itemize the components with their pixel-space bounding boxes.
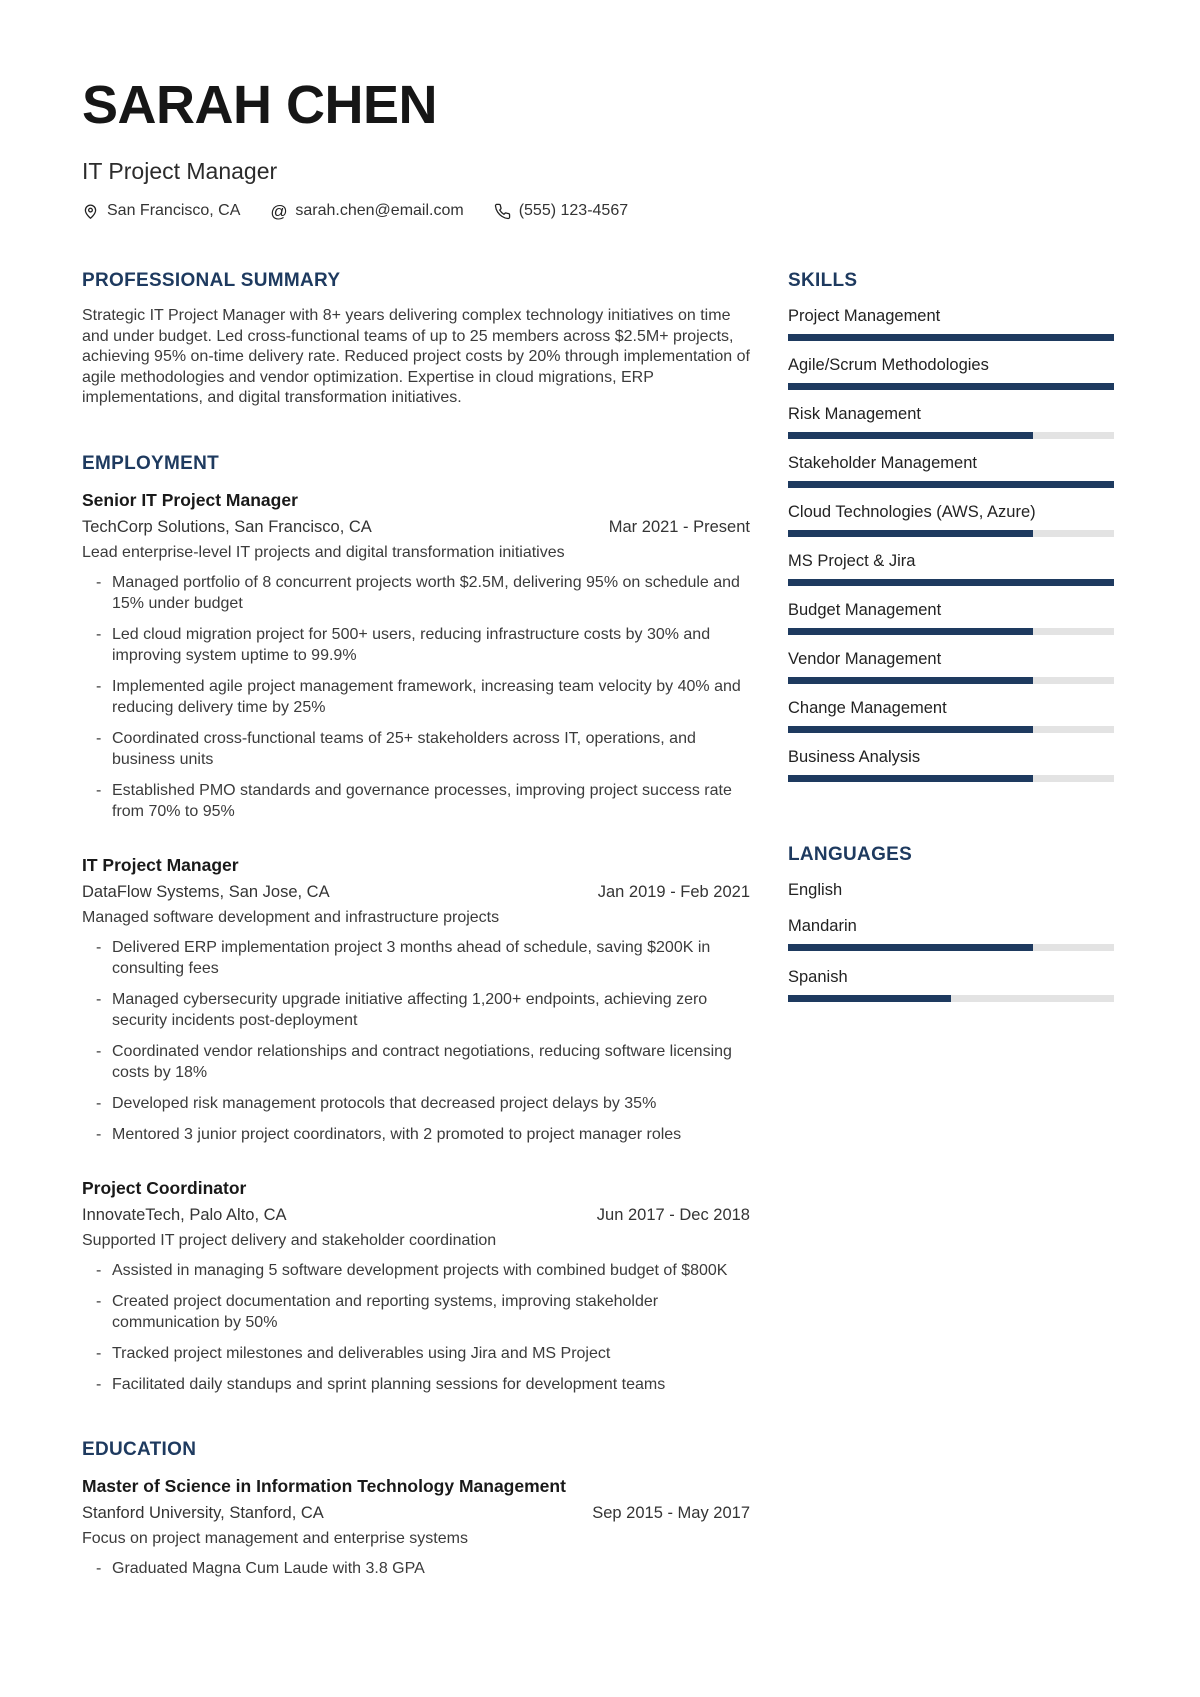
bullet-item [82, 624, 750, 666]
skill-bar-fill [788, 383, 1114, 390]
job-title: IT Project Manager [82, 854, 239, 875]
bullet-text: Delivered ERP implementation project 3 months ahead of schedule, saving $200K in consulting fees [112, 938, 711, 977]
languages-heading: LANGUAGES [788, 844, 913, 865]
location-pin-icon [82, 203, 99, 220]
education-degree: Master of Science in Information Technology Management [82, 1475, 566, 1496]
language-bar-track [788, 944, 1114, 951]
skill-label: Vendor Management [788, 650, 942, 668]
education-dates: Sep 2015 - May 2017 [592, 1503, 750, 1522]
bullet-dash: - [96, 1125, 102, 1143]
skill-item [788, 600, 1114, 635]
job-summary: Lead enterprise-level IT projects and digital transformation initiatives [82, 543, 565, 561]
job-dates: Jan 2019 - Feb 2021 [597, 882, 750, 901]
employment-heading: EMPLOYMENT [82, 452, 220, 474]
section-employment [82, 453, 750, 1395]
bullet-text: Tracked project milestones and deliverables using Jira and MS Project [112, 1344, 611, 1362]
skill-bar-track [788, 579, 1114, 586]
bullet-item [82, 1093, 750, 1114]
bullet-item [82, 1558, 750, 1579]
bullet-dash: - [96, 1261, 102, 1279]
bullet-text: Led cloud migration project for 500+ users, reducing infrastructure costs by 30% and improving system uptime to 99.9% [112, 625, 711, 664]
job-entry [82, 1177, 750, 1395]
language-bar-fill [788, 944, 1033, 951]
job-summary: Managed software development and infrastructure projects [82, 908, 500, 926]
skill-bar-track [788, 677, 1114, 684]
bullet-text: Coordinated cross-functional teams of 25+ stakeholders across IT, operations, and business units [112, 729, 696, 768]
education-meta [82, 1502, 750, 1524]
skill-bar-fill [788, 579, 1114, 586]
bullet-item [82, 728, 750, 770]
skill-item [788, 453, 1114, 488]
bullet-text: Managed portfolio of 8 concurrent projects worth $2.5M, delivering 95% on schedule and 15% under budget [112, 573, 740, 612]
section-education [82, 1439, 750, 1579]
phone-icon [494, 203, 511, 220]
language-item [788, 880, 1114, 900]
job-dates: Mar 2021 - Present [608, 517, 750, 536]
bullet-item [82, 1124, 750, 1145]
job-meta [82, 516, 750, 538]
bullet-text: Facilitated daily standups and sprint planning sessions for development teams [112, 1375, 666, 1393]
skill-bar-track [788, 432, 1114, 439]
bullet-dash: - [96, 1094, 102, 1112]
candidate-title: IT Project Manager [82, 158, 278, 184]
bullet-dash: - [96, 781, 102, 799]
summary-text: Strategic IT Project Manager with 8+ years delivering complex technology initiatives on time and under budget. Led cross-functional teams of up to 25 members across $2.5M+ projects, achieving 95% on-time delivery rate. Reduced project costs by 20% through implementation of agile methodologies and vendor optimization. Expertise in cloud migrations, ERP implementations, and digital transformation initiatives. [82, 307, 750, 406]
summary-heading: PROFESSIONAL SUMMARY [82, 270, 341, 291]
bullet-item [82, 676, 750, 718]
bullet-dash: - [96, 573, 102, 591]
skill-bar-track [788, 334, 1114, 341]
skill-label: Project Management [788, 307, 941, 325]
skills-list [788, 306, 1114, 782]
bullet-item [82, 1260, 750, 1281]
skill-item [788, 502, 1114, 537]
skill-label: Agile/Scrum Methodologies [788, 356, 989, 374]
job-dates: Jun 2017 - Dec 2018 [596, 1205, 750, 1224]
language-item [788, 967, 1114, 1002]
education-bullets [82, 1558, 750, 1579]
bullet-dash: - [96, 938, 102, 956]
bullet-dash: - [96, 1292, 102, 1310]
at-sign-icon: @ [270, 201, 288, 221]
bullet-dash: - [96, 625, 102, 643]
contact-email-text: sarah.chen@email.com [295, 202, 464, 219]
bullet-text: Managed cybersecurity upgrade initiative affecting 1,200+ endpoints, achieving zero security incidents post-deployment [112, 990, 708, 1029]
jobs-list [82, 489, 750, 1395]
bullet-item [82, 780, 750, 822]
bullet-dash: - [96, 1559, 102, 1577]
skill-label: MS Project & Jira [788, 552, 916, 570]
bullet-item [82, 1343, 750, 1364]
job-title: Project Coordinator [82, 1177, 247, 1198]
candidate-name: SARAH CHEN [82, 75, 438, 135]
section-professional-summary [82, 270, 750, 409]
skill-bar-fill [788, 677, 1033, 684]
contact-email [270, 200, 463, 222]
bullet-item [82, 1041, 750, 1083]
bullet-text: Mentored 3 junior project coordinators, with 2 promoted to project manager roles [112, 1125, 682, 1143]
job-entry [82, 489, 750, 822]
skill-item [788, 306, 1114, 341]
skill-bar-fill [788, 334, 1114, 341]
skill-item [788, 649, 1114, 684]
language-bar-track [788, 995, 1114, 1002]
section-skills [788, 270, 1114, 782]
skill-item [788, 355, 1114, 390]
bullet-dash: - [96, 1375, 102, 1393]
job-summary: Supported IT project delivery and stakeholder coordination [82, 1231, 497, 1249]
contact-phone [494, 200, 628, 222]
language-label: Spanish [788, 968, 848, 986]
job-meta [82, 881, 750, 903]
job-bullets [82, 1260, 750, 1395]
skill-bar-fill [788, 726, 1033, 733]
education-summary: Focus on project management and enterprise systems [82, 1529, 468, 1547]
bullet-item [82, 1374, 750, 1395]
bullet-dash: - [96, 729, 102, 747]
bullet-dash: - [96, 677, 102, 695]
main-column [82, 270, 750, 1623]
skill-bar-fill [788, 628, 1033, 635]
contact-row [82, 200, 1114, 222]
skill-label: Risk Management [788, 405, 921, 423]
bullet-text: Developed risk management protocols that decreased project delays by 35% [112, 1094, 657, 1112]
skill-bar-fill [788, 775, 1033, 782]
bullet-dash: - [96, 1344, 102, 1362]
skill-bar-fill [788, 432, 1033, 439]
education-heading: EDUCATION [82, 1438, 197, 1460]
skill-bar-track [788, 628, 1114, 635]
job-company: InnovateTech, Palo Alto, CA [82, 1205, 287, 1224]
contact-location-text: San Francisco, CA [107, 202, 241, 219]
bullet-text: Established PMO standards and governance processes, improving project success rate from 70% to 95% [112, 781, 732, 820]
bullet-text: Coordinated vendor relationships and contract negotiations, reducing software licensing costs by 18% [112, 1042, 732, 1081]
skill-label: Business Analysis [788, 748, 921, 766]
skill-label: Change Management [788, 699, 947, 717]
job-bullets [82, 937, 750, 1145]
skill-item [788, 698, 1114, 733]
bullet-item [82, 572, 750, 614]
education-school: Stanford University, Stanford, CA [82, 1503, 324, 1522]
contact-location [82, 200, 240, 222]
skill-item [788, 747, 1114, 782]
skill-bar-track [788, 383, 1114, 390]
education-entry [82, 1475, 750, 1579]
skill-label: Stakeholder Management [788, 454, 977, 472]
languages-list [788, 880, 1114, 1002]
bullet-item [82, 1291, 750, 1333]
skills-heading: SKILLS [788, 270, 858, 291]
bullet-item [82, 989, 750, 1031]
language-bar-fill [788, 995, 951, 1002]
contact-phone-text: (555) 123-4567 [518, 202, 629, 219]
skill-item [788, 404, 1114, 439]
job-entry [82, 854, 750, 1145]
job-company: TechCorp Solutions, San Francisco, CA [82, 517, 372, 536]
bullet-text: Implemented agile project management framework, increasing team velocity by 40% and reducing delivery time by 25% [112, 677, 741, 716]
skill-bar-fill [788, 481, 1114, 488]
skill-bar-track [788, 530, 1114, 537]
skill-bar-track [788, 775, 1114, 782]
skill-label: Cloud Technologies (AWS, Azure) [788, 503, 1036, 521]
bullet-dash: - [96, 990, 102, 1008]
bullet-item [82, 937, 750, 979]
language-item [788, 916, 1114, 951]
skill-bar-track [788, 481, 1114, 488]
job-company: DataFlow Systems, San Jose, CA [82, 882, 330, 901]
skill-bar-fill [788, 530, 1033, 537]
resume-columns [82, 270, 1114, 1623]
language-label: English [788, 881, 843, 899]
sidebar-column [788, 270, 1114, 1046]
job-title: Senior IT Project Manager [82, 489, 298, 510]
resume-header [82, 75, 1114, 222]
bullet-text: Assisted in managing 5 software development projects with combined budget of $800K [112, 1261, 728, 1279]
skill-bar-track [788, 726, 1114, 733]
language-label: Mandarin [788, 917, 857, 935]
section-languages [788, 844, 1114, 1002]
job-bullets [82, 572, 750, 822]
bullet-dash: - [96, 1042, 102, 1060]
bullet-text: Graduated Magna Cum Laude with 3.8 GPA [112, 1559, 425, 1577]
job-meta [82, 1204, 750, 1226]
bullet-text: Created project documentation and reporting systems, improving stakeholder communication by 50% [112, 1292, 659, 1331]
skill-label: Budget Management [788, 601, 942, 619]
skill-item [788, 551, 1114, 586]
